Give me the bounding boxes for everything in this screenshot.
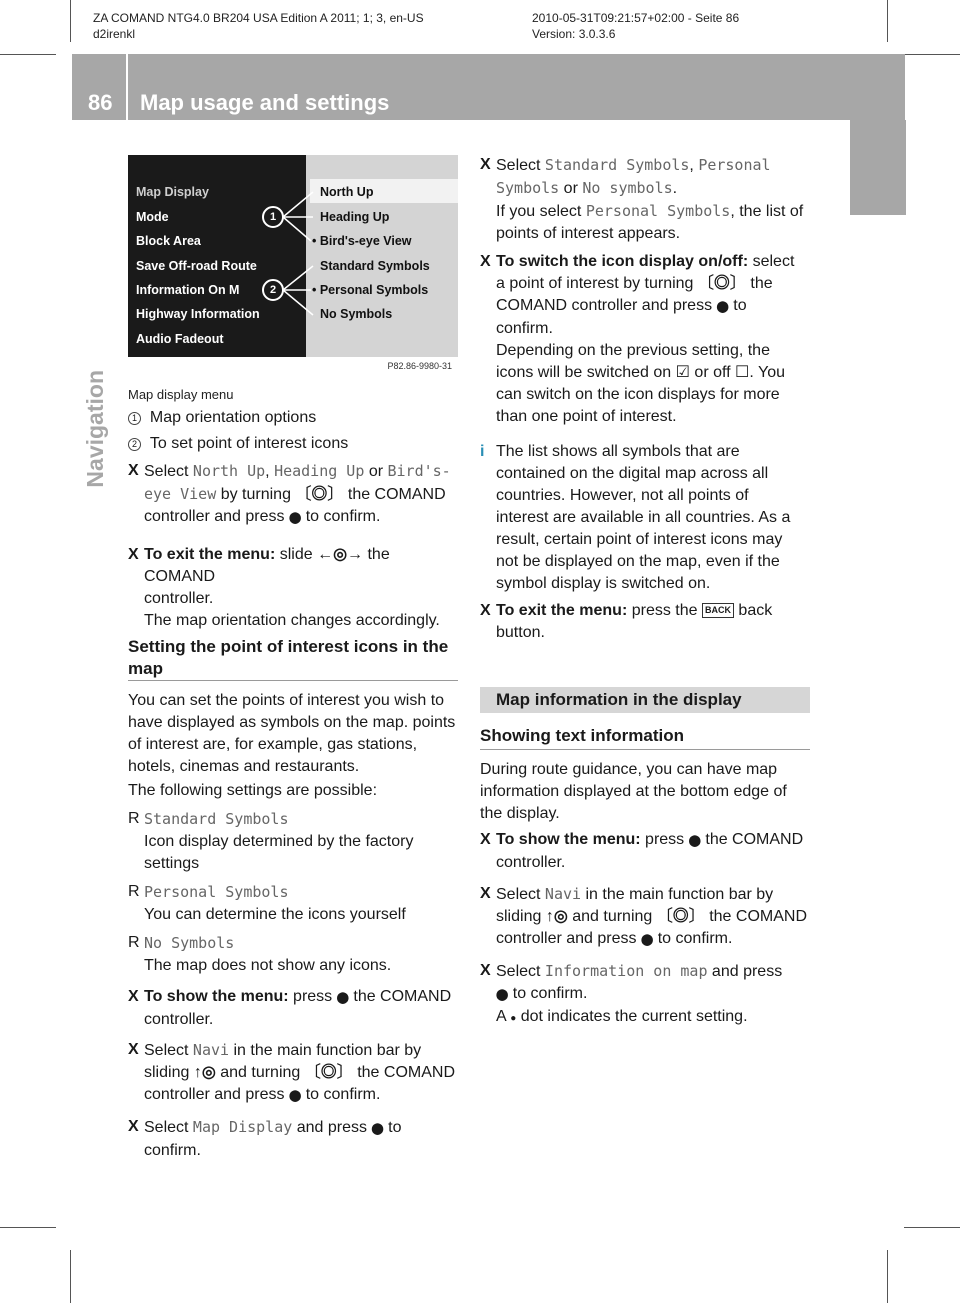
press-controller-icon: ⬤ (688, 835, 701, 847)
step-show-menu-2: To show the menu: press ⬤ the COMAND controller. (496, 831, 804, 871)
step-exit-menu-back: To exit the menu: press the BACK back button. (496, 602, 773, 641)
crop-mark (904, 1227, 960, 1228)
chapter-label-text: Navigation (82, 370, 108, 488)
slide-up-controller-icon: ↑◎ (193, 1064, 216, 1081)
step-show-menu: To show the menu: press ⬤ the COMAND controller. (144, 988, 452, 1028)
step-arrow-icon: X (480, 885, 491, 902)
doc-meta-right-1: 2010-05-31T09:21:57+02:00 - Seite 86 (532, 11, 740, 25)
callout-lines (128, 155, 458, 357)
press-controller-icon: ⬤ (640, 934, 654, 946)
menu-item: • Bird's-eye View (312, 234, 412, 248)
legend-text: Map orientation options (149, 409, 317, 426)
legend-number: 2 (128, 438, 141, 451)
legend-item-1 (128, 407, 316, 429)
chapter-tab (850, 120, 906, 215)
header-divider (126, 54, 128, 120)
crop-mark (887, 1250, 888, 1303)
section-title-text-info: Showing text information (480, 726, 684, 745)
menu-item: No Symbols (320, 307, 393, 321)
crop-mark (904, 54, 960, 55)
section-banner (480, 687, 810, 713)
map-display-menu-figure (128, 155, 458, 378)
callout-1: 1 (262, 206, 284, 228)
bullet-icon: R (128, 934, 140, 951)
crop-mark (0, 54, 56, 55)
slide-up-controller-icon: ↑◎ (545, 908, 568, 925)
page-number: 86 (88, 90, 113, 115)
step-arrow-icon: X (480, 962, 491, 979)
step-arrow-icon: X (480, 253, 491, 270)
info-icon: i (480, 443, 485, 460)
legend-item-2 (128, 433, 348, 455)
option-personal-symbols: Personal Symbols You can determine the icons yourself (144, 883, 406, 923)
menu-item: Standard Symbols (320, 259, 430, 273)
legend-text: To set point of interest icons (149, 435, 349, 452)
checkbox-checked-icon: ☑ (675, 364, 690, 381)
banner-text: Map information in the display (496, 690, 742, 709)
step-select-navi: Select Navi in the main function bar by sliding ↑◎ and turning 〔◎〕 the COMAND controller and press ⬤ to confirm. (144, 1041, 455, 1103)
step-arrow-icon: X (480, 831, 491, 848)
step-arrow-icon: X (128, 462, 139, 479)
callout-2: 2 (262, 279, 284, 301)
press-controller-icon: ⬤ (371, 1123, 384, 1135)
menu-item: Audio Fadeout (136, 332, 224, 346)
menu-item: Block Area (136, 234, 201, 248)
turn-controller-icon: 〔◎〕 (697, 275, 746, 292)
crop-mark (70, 0, 71, 42)
step-select-navi-2: Select Navi in the main function bar by sliding ↑◎ and turning 〔◎〕 the COMAND controller and press ⬤ to confirm. (496, 885, 807, 947)
bullet-icon: R (128, 810, 140, 827)
menu-item: Heading Up (320, 210, 390, 224)
figure-caption: Map display menu (128, 387, 234, 402)
step-arrow-icon: X (128, 1041, 139, 1058)
section-title-poi: Setting the point of interest icons in the map (128, 637, 449, 678)
press-controller-icon: ⬤ (496, 989, 509, 1001)
menu-item: Mode (136, 210, 169, 224)
turn-controller-icon: 〔◎〕 (304, 1064, 353, 1081)
bullet-icon: R (128, 883, 140, 900)
option-no-symbols: No Symbols The map does not show any icons. (144, 934, 392, 974)
option-standard-symbols: Standard Symbols Icon display determined by the factory settings (144, 810, 414, 872)
section-rule (480, 749, 810, 750)
turn-controller-icon: 〔◎〕 (295, 486, 344, 503)
menu-item: North Up (320, 185, 374, 199)
menu-item: Information On M (136, 283, 240, 297)
dot-icon: ● (510, 1013, 517, 1024)
section-rule (128, 680, 458, 681)
crop-mark (887, 0, 888, 42)
menu-item: Highway Information (136, 307, 260, 321)
turn-controller-icon: 〔◎〕 (656, 908, 705, 925)
crop-mark (0, 1227, 56, 1228)
press-controller-icon: ⬤ (288, 512, 302, 524)
step-select-symbols: Select Standard Symbols, Personal Symbols or No symbols. If you select Personal Symbols, the list of points of interest appears. (496, 156, 804, 242)
menu-item: Map Display (136, 185, 209, 199)
menu-item: Save Off-road Route (136, 259, 257, 273)
step-arrow-icon: X (128, 988, 139, 1005)
legend-number: 1 (128, 412, 141, 425)
page-title: Map usage and settings (140, 90, 390, 115)
chapter-label (82, 370, 122, 530)
step-switch-icon-display: To switch the icon display on/off: select a point of interest by turning 〔◎〕 the COMAND controller and press ⬤ to confirm. Depending on the previous setting, the icons will be switched on ☑ or off ☐. You can switch on the icon displays for more than one point of interest. (496, 253, 795, 425)
step-arrow-icon: X (480, 602, 491, 619)
figure-footer (128, 357, 458, 378)
step-select-orientation: Select North Up, Heading Up or Bird's- eye View by turning 〔◎〕 the COMAND controller and press ⬤ to confirm. (144, 462, 451, 525)
menu-item: • Personal Symbols (312, 283, 429, 297)
text-info-paragraph: During route guidance, you can have map information displayed at the bottom edge of the display. (480, 761, 787, 822)
poi-intro-paragraph: You can set the points of interest you wish to have displayed as symbols on the map. points of interest are, for example, gas stations, hotels, cinemas and restaurants. (128, 692, 456, 775)
figure-code: P82.86-9980-31 (387, 361, 452, 371)
step-select-map-display: Select Map Display and press ⬤ to confirm. (144, 1118, 402, 1159)
doc-meta-left-2: d2irenkl (93, 27, 136, 41)
doc-meta-right-2: Version: 3.0.3.6 (532, 27, 616, 41)
settings-intro: The following settings are possible: (128, 782, 378, 799)
step-arrow-icon: X (128, 546, 139, 563)
step-exit-menu: To exit the menu: slide ←◎→ the COMAND controller. The map orientation changes accordingly. (144, 546, 440, 629)
crop-mark (70, 1250, 71, 1303)
checkbox-empty-icon: ☐ (735, 364, 750, 381)
doc-meta-left-1: ZA COMAND NTG4.0 BR204 USA Edition A 2011; 1; 3, en-US (93, 11, 424, 25)
press-controller-icon: ⬤ (288, 1090, 302, 1102)
slide-controller-icon: ←◎→ (317, 546, 364, 563)
press-controller-icon: ⬤ (336, 992, 349, 1004)
step-arrow-icon: X (128, 1118, 139, 1135)
step-arrow-icon: X (480, 156, 491, 173)
press-controller-icon: ⬤ (716, 301, 729, 313)
step-select-information-on-map: Select Information on map and press ⬤ to confirm. A ● dot indicates the current setting. (496, 962, 783, 1025)
back-button-icon: BACK (702, 603, 734, 618)
info-note: The list shows all symbols that are contained on the digital map across all countries. However, not all points of interest are available in all countries. As a result, certain point of interest icons may not be displayed on the map, even if the symbol display is switched on. (496, 443, 791, 592)
